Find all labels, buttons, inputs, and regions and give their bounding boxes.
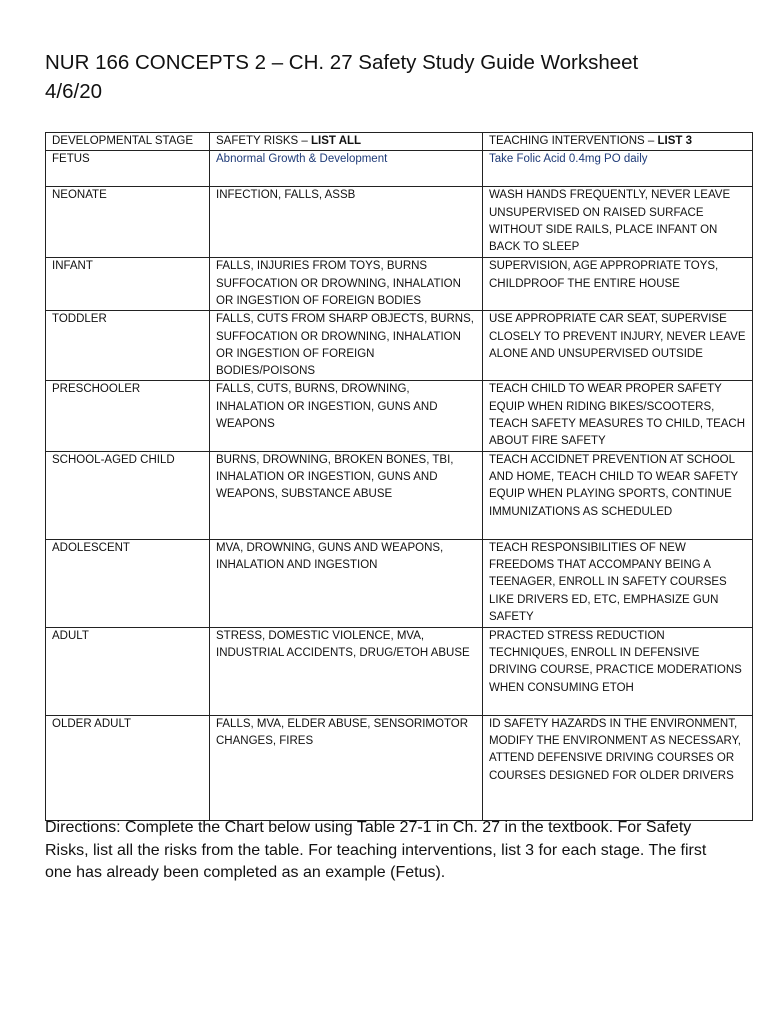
header-safety-risks-emphasis: LIST ALL xyxy=(311,135,362,147)
risks-cell: MVA, DROWNING, GUNS AND WEAPONS, INHALATION AND INGESTION xyxy=(210,539,483,627)
risks-cell: FALLS, INJURIES FROM TOYS, BURNS SUFFOCATION OR DROWNING, INHALATION OR INGESTION OF FOREIGN BODIES xyxy=(210,258,483,311)
stage-cell: PRESCHOOLER xyxy=(46,381,210,451)
table-row xyxy=(46,451,753,539)
risks-cell: INFECTION, FALLS, ASSB xyxy=(210,187,483,258)
stage-cell: ADULT xyxy=(46,627,210,715)
stage-cell: INFANT xyxy=(46,258,210,311)
stage-cell: TODDLER xyxy=(46,311,210,381)
interventions-cell: USE APPROPRIATE CAR SEAT, SUPERVISE CLOSELY TO PREVENT INJURY, NEVER LEAVE ALONE AND UNSUPERVISED OUTSIDE xyxy=(483,311,753,381)
interventions-cell: TEACH ACCIDNET PREVENTION AT SCHOOL AND HOME, TEACH CHILD TO WEAR SAFETY EQUIP WHEN PLAYING SPORTS, CONTINUE IMMUNIZATIONS AS SCHEDULED xyxy=(483,451,753,539)
table-row xyxy=(46,311,753,381)
interventions-cell: TEACH RESPONSIBILITIES OF NEW FREEDOMS THAT ACCOMPANY BEING A TEENAGER, ENROLL IN SAFETY COURSES LIKE DRIVERS ED, ETC, EMPHASIZE GUN SAFETY xyxy=(483,539,753,627)
stage-cell: FETUS xyxy=(46,151,210,187)
directions-text: Directions: Complete the Chart below using Table 27-1 in Ch. 27 in the textbook. For Safety Risks, list all the risks from the table. For teaching interventions, list 3 for each stage. The first one has already been completed as an example (Fetus). xyxy=(45,819,707,881)
header-developmental-stage: DEVELOPMENTAL STAGE xyxy=(46,133,210,151)
risks-cell: Abnormal Growth & Development xyxy=(210,151,483,187)
table-row xyxy=(46,539,753,627)
risks-cell: BURNS, DROWNING, BROKEN BONES, TBI, INHALATION OR INGESTION, GUNS AND WEAPONS, SUBSTANCE ABUSE xyxy=(210,451,483,539)
title-date: 4/6/20 xyxy=(45,80,102,103)
safety-worksheet-table xyxy=(45,132,753,821)
document-title xyxy=(45,48,735,106)
interventions-cell: ID SAFETY HAZARDS IN THE ENVIRONMENT, MODIFY THE ENVIRONMENT AS NECESSARY, ATTEND DEFENSIVE DRIVING COURSES OR COURSES DESIGNED FOR OLDER DRIVERS xyxy=(483,715,753,820)
table-row xyxy=(46,258,753,311)
stage-cell: NEONATE xyxy=(46,187,210,258)
table-row xyxy=(46,715,753,820)
header-safety-risks xyxy=(210,133,483,151)
risks-cell: FALLS, MVA, ELDER ABUSE, SENSORIMOTOR CHANGES, FIRES xyxy=(210,715,483,820)
table-row xyxy=(46,187,753,258)
table-row xyxy=(46,151,753,187)
stage-cell: SCHOOL-AGED CHILD xyxy=(46,451,210,539)
interventions-cell: WASH HANDS FREQUENTLY, NEVER LEAVE UNSUPERVISED ON RAISED SURFACE WITHOUT SIDE RAILS, PLACE INFANT ON BACK TO SLEEP xyxy=(483,187,753,258)
header-teaching-interventions-label: TEACHING INTERVENTIONS – xyxy=(489,135,658,147)
table-row xyxy=(46,627,753,715)
interventions-cell: PRACTED STRESS REDUCTION TECHNIQUES, ENROLL IN DEFENSIVE DRIVING COURSE, PRACTICE MODERATIONS WHEN CONSUMING ETOH xyxy=(483,627,753,715)
table-header-row xyxy=(46,133,753,151)
risks-cell: FALLS, CUTS FROM SHARP OBJECTS, BURNS, SUFFOCATION OR DROWNING, INHALATION OR INGESTION OF FOREIGN BODIES/POISONS xyxy=(210,311,483,381)
stage-cell: OLDER ADULT xyxy=(46,715,210,820)
interventions-cell: TEACH CHILD TO WEAR PROPER SAFETY EQUIP WHEN RIDING BIKES/SCOOTERS, TEACH SAFETY MEASURES TO CHILD, TEACH ABOUT FIRE SAFETY xyxy=(483,381,753,451)
risks-cell: FALLS, CUTS, BURNS, DROWNING, INHALATION OR INGESTION, GUNS AND WEAPONS xyxy=(210,381,483,451)
header-teaching-interventions xyxy=(483,133,753,151)
header-safety-risks-label: SAFETY RISKS – xyxy=(216,135,312,147)
interventions-cell: Take Folic Acid 0.4mg PO daily xyxy=(483,151,753,187)
header-teaching-interventions-emphasis: LIST 3 xyxy=(657,135,692,147)
stage-cell: ADOLESCENT xyxy=(46,539,210,627)
risks-cell: STRESS, DOMESTIC VIOLENCE, MVA, INDUSTRIAL ACCIDENTS, DRUG/ETOH ABUSE xyxy=(210,627,483,715)
title-line-1: NUR 166 CONCEPTS 2 – CH. 27 Safety Study Guide Worksheet xyxy=(45,51,639,74)
interventions-cell: SUPERVISION, AGE APPROPRIATE TOYS, CHILDPROOF THE ENTIRE HOUSE xyxy=(483,258,753,311)
table-row xyxy=(46,381,753,451)
